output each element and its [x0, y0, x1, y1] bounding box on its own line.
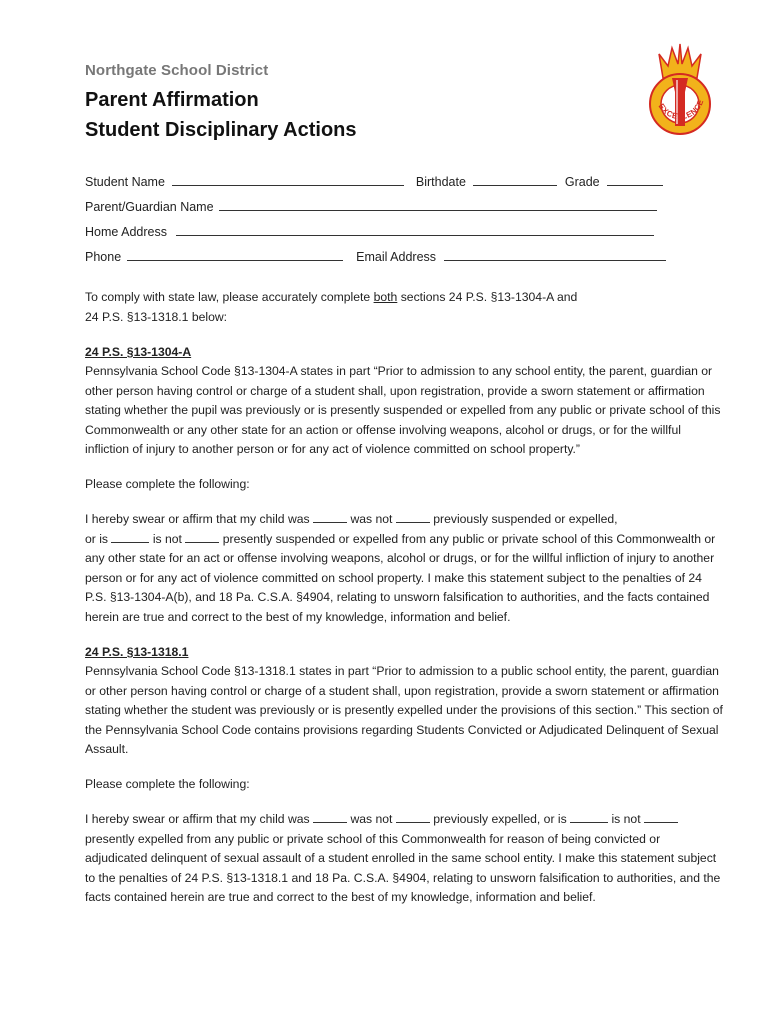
grade-field[interactable]: [607, 172, 663, 186]
student-name-field[interactable]: [172, 172, 404, 186]
is-not-expelled-blank[interactable]: [644, 810, 678, 823]
section-1318-affirmation: I hereby swear or affirm that my child was was not previously expelled, or is is not presently expelled from any public or private school of this Commonwealth for reason of being convicted or adjudicated delinquent of sexual assault of a student enrolled in the same school entity. I make this statement subject to the penalties of 24 P.S. §13-1318.1 and 18 Pa. C.S.A. §4904, relating to unsworn falsification to authorities, and the facts contained herein are true and correct to the best of my knowledge, information and belief.: [85, 812, 721, 904]
torch-crest-icon: [641, 40, 719, 140]
parent-guardian-label: Parent/Guardian Name: [85, 200, 214, 214]
section-1304-instruction: Please complete the following:: [85, 477, 250, 491]
was-suspended-blank[interactable]: [313, 510, 347, 523]
section-1318-instruction: Please complete the following:: [85, 777, 250, 791]
is-expelled-blank[interactable]: [570, 810, 608, 823]
is-suspended-blank[interactable]: [111, 530, 149, 543]
student-name-label: Student Name: [85, 175, 165, 189]
section-1318-quote: 24 P.S. §13-1318.1 Pennsylvania School Code §13-1318.1 states in part “Prior to admission to a public school entity, the parent, guardian or other person having control or charge of a student shall, upon registration, provide a sworn statement or affirmation stating whether the student was previously or is presently expelled under the provisions of this section.” This section of the Pennsylvania School Code contains provisions regarding Students Convicted or Adjudicated Delinquent of Sexual Assault.: [85, 643, 725, 760]
birthdate-field[interactable]: [473, 172, 557, 186]
page-title: [85, 85, 357, 145]
logo-motto: EXCELLENCE: [656, 98, 706, 122]
parent-guardian-field[interactable]: [219, 197, 657, 211]
section-1304-quote: 24 P.S. §13-1304-A Pennsylvania School Code §13-1304-A states in part “Prior to admission to any school entity, the parent, guardian or other person having control or charge of a student shall, upon registration, provide a sworn statement or affirmation stating whether the pupil was previously or is presently suspended or expelled from any public or private school of this Commonwealth or any other state for an action or offense involving weapons, alcohol or drugs, or for the willful infliction of injury to another person or for any act of violence committed on school property.”: [85, 343, 725, 460]
birthdate-label: Birthdate: [415, 175, 466, 189]
was-not-expelled-blank[interactable]: [396, 810, 430, 823]
form-body: [85, 288, 725, 923]
was-not-suspended-blank[interactable]: [396, 510, 430, 523]
title-line-2: Student Disciplinary Actions: [85, 119, 357, 141]
phone-field[interactable]: [127, 247, 343, 261]
section-1318-heading: 24 P.S. §13-1318.1: [85, 644, 189, 659]
section-1304-affirmation: I hereby swear or affirm that my child was was not previously suspended or expelled, or is is not presently suspended or expelled from any public or private school of this Commonwealth or any other state for an act or offense involving weapons, alcohol or drugs, or for the willful infliction of injury to another person or for any act of violence committed on school property. I make this statement subject to the penalties of 24 P.S. §13-1304-A(b), and 18 Pa. C.S.A. §4904, relating to unsworn falsification to authorities, and the facts contained herein are true and correct to the best of my knowledge, information and belief.: [85, 512, 716, 624]
district-name: Northgate School District: [85, 62, 269, 79]
was-expelled-blank[interactable]: [313, 810, 347, 823]
email-field[interactable]: [444, 247, 666, 261]
title-line-1: Parent Affirmation: [85, 89, 259, 111]
emphasis-both: both: [373, 290, 398, 304]
student-info-fields: [85, 172, 685, 272]
is-not-suspended-blank[interactable]: [185, 530, 219, 543]
home-address-field[interactable]: [176, 222, 654, 236]
section-1304-heading: 24 P.S. §13-1304-A: [85, 344, 192, 359]
home-address-label: Home Address: [85, 225, 167, 239]
phone-label: Phone: [85, 250, 122, 264]
intro-paragraph: To comply with state law, please accurately complete both sections 24 P.S. §13-1304-A and 24 P.S. §13-1318.1 below:: [85, 290, 578, 324]
grade-label: Grade: [564, 175, 600, 189]
email-label: Email Address: [356, 250, 437, 264]
